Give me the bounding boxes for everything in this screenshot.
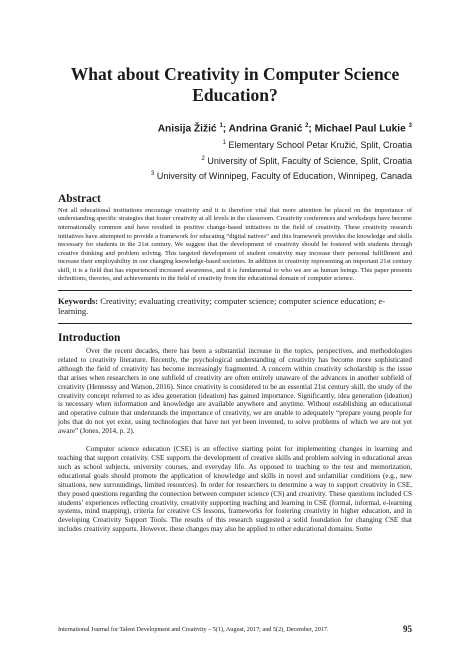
- abstract-text: Not all educational institutions encourage creativity and it is therefore vital that more attention be placed on the importance of understanding specific strategies that foster creativity at all levels in the classroom. Creativity conferences and workshops have become internationally common and have resulted in positive change-based initiatives in the field of creativity. These creativity research initiatives have attempted to provide a framework for educating “digital natives” and this framework provides the knowledge and skills necessary for students in the 21st century. We suggest that the development of creativity should be fostered with students through creative thinking and problem solving. This targeted development of student creativity may increase their personal fulfillment and increase their employability in our changing knowledge-based societies. In addition to creativity representing an important 21st century skill, it is a field that has experienced increased awareness, and it is fundamental to who we are as human beings. This paper presents definitions, theories, and achievements in the field of creativity from the educational domain of computer science.: [58, 206, 412, 283]
- affiliation: $^2$ University of Split, Faculty of Science, Split, Croatia: [201, 155, 412, 166]
- page-number: 95: [403, 624, 412, 634]
- paper-title: What about Creativity in Computer Science Education?: [70, 64, 400, 105]
- section-divider: [58, 290, 412, 291]
- author-affiliation-marker: 3: [408, 123, 412, 129]
- section-divider: [58, 323, 412, 324]
- affiliation: $^1$ Elementary School Petar Kružić, Split, Croatia: [222, 140, 412, 151]
- body-paragraph: Over the recent decades, there has been a substantial increase in the topics, perspectives, and methodologies related to creativity literature. Recently, the psychological understanding of creativity has become more sophisticated although the field of creativity has become increasingly fragmented. A concern within creativity scholarship is the issue that arises when researchers in one subfield of creativity are often entirely unaware of the advances in another subfield of creativity (Hennessy and Watson, 2016). Since creativity is considered to be an essential 21st century skill, the study of the creativity concept referred to as idea generation (ideation) has gained importance. Significantly, idea generation (ideation) is necessary when information and knowledge are available anywhere and anytime. Without establishing an educational and operative culture that understands the importance of creativity, we are unable to adequately “prepare young people for jobs that do not yet exist, using technologies that have not yet been invented, to solve problems of which we are not yet aware” (Jones, 2014, p. 2).: [58, 347, 412, 436]
- author-name: Andrina Granić: [228, 123, 303, 135]
- keywords: [58, 296, 412, 317]
- keywords-label: Keywords:: [58, 295, 99, 306]
- abstract-heading: Abstract: [58, 192, 101, 205]
- author-affiliation-marker: 2: [305, 123, 309, 129]
- author-name: Michael Paul Lukie: [314, 123, 406, 135]
- introduction-body: [58, 347, 412, 534]
- introduction-heading: Introduction: [58, 332, 121, 344]
- affiliation-list: [58, 137, 412, 184]
- journal-citation: International Journal for Talent Development and Creativity – 5(1), August, 2017; and 5(2), December, 2017.: [58, 625, 329, 633]
- author-affiliation-marker: 1: [219, 123, 223, 129]
- author-name: Anisija Žižić: [157, 123, 217, 135]
- page-footer: [58, 624, 412, 634]
- author-list: Anisija Žižić $^1$; Andrina Granić $^2$; Michael Paul Lukie $^3$: [157, 123, 412, 135]
- body-paragraph: Computer science education (CSE) is an effective starting point for implementing changes in learning and teaching that support creativity. CSE supports the development of creative skills and problem solving in educational areas such as school subjects, university courses, and everyday life. As opposed to teaching to the test and memorization, educational goals should promote the application of knowledge and skills in novel and unfamiliar conditions (e.g., new situations, new surroundings, limited resources). In order for researchers to determine a way to support creativity in CSE, they posed questions regarding the connection between computer science (CS) and creativity. These questions included CS students’ experiences reflecting creativity, creativity supporting teaching and learning in CSE (formal, informal, e-learning systems, mind mapping), criteria for creative CS lessons, frameworks for fostering creativity in higher education, and in developing Creativity Support Tools. The results of this research suggested a solid foundation for changing CSE that includes creativity supports. However, these changes may also be applied to other educational domains. Some: [58, 445, 412, 534]
- affiliation: $^3$ University of Winnipeg, Faculty of Education, Winnipeg, Canada: [151, 171, 412, 182]
- keywords-text: Creativity; evaluating creativity; computer science; computer science education; e-learning.: [58, 295, 386, 317]
